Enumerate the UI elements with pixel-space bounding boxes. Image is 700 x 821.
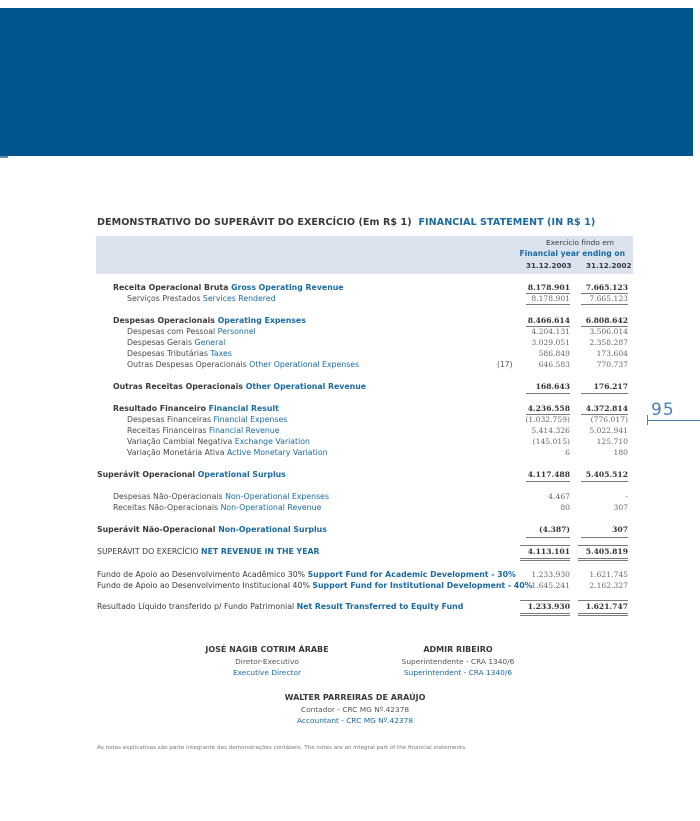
row-label-en: Operational Surplus [197,470,286,479]
rule [581,537,628,538]
row-financial-expenses [0,415,700,426]
row-label-pt: Despesas Tributárias [127,349,208,358]
row-label-en: Services Rendered [202,294,276,303]
value-2002: 770.737 [596,360,628,369]
value-2002: 5.405.512 [585,470,628,479]
rule [581,393,628,394]
row-label-en: NET REVENUE IN THE YEAR [201,547,320,556]
value-2003: 8.178.901 [531,294,570,303]
row-operational-surplus [0,470,700,481]
value-2003: 8.178.901 [527,283,570,292]
value-2003: 4.204.131 [531,327,570,336]
row-label-pt: Outras Receitas Operacionais [113,382,243,391]
row-other-operational-expenses [0,360,700,371]
row-label-pt: Variação Cambial Negativa [127,437,233,446]
signature-accountant [280,693,430,725]
row-exchange-variation [0,437,700,448]
row-financial-revenue [0,426,700,437]
signatory-title-en: Superintendent - CRA 1340/6 [403,668,513,677]
rule [581,481,628,482]
row-label-pt: Despesas Operacionais [113,316,215,325]
value-2003: 6 [565,448,570,457]
value-2002: 2.358.287 [589,338,628,347]
row-label-en: Gross Operating Revenue [231,283,344,292]
rule [581,304,628,305]
value-2003: (1.032.759) [525,415,570,424]
title-en: FINANCIAL STATEMENT (IN R$ 1) [418,217,596,228]
row-label-pt: Variação Monetária Ativa [127,448,225,457]
row-label-pt: Receitas Não-Operacionais [113,503,219,512]
row-label-en: Non-Operational Revenue [220,503,322,512]
row-label-pt: Despesas Gerais [127,338,193,347]
value-2002: 180 [613,448,628,457]
row-label-en: Other Operational Expenses [249,360,360,369]
signatory-title-pt: Diretor-Executivo [235,657,299,666]
row-label-en: Financial Revenue [209,426,280,435]
row-personnel [0,327,700,338]
value-2002: 307 [613,503,628,512]
row-label-pt: Superávit Operacional [97,470,196,479]
row-label-pt: Receita Operacional Bruta [113,283,229,292]
value-2003: 586.849 [538,349,570,358]
row-label-en: Taxes [210,349,232,358]
value-2002: 173.604 [596,349,628,358]
double-rule [578,613,628,616]
value-2002: 125.710 [596,437,628,446]
signature-superintendent [388,645,528,677]
value-2003: 1.233.930 [531,570,570,579]
row-label-pt: Serviços Prestados [127,294,201,303]
row-academic-fund [0,570,700,581]
row-label-pt: Superávit Não-Operacional [97,525,216,534]
row-label-en: Other Operational Revenue [245,382,367,391]
row-label-pt: Receitas Financeiras [127,426,207,435]
row-other-operational-revenue [0,382,700,393]
value-2003: 4.117.488 [527,470,570,479]
row-label-pt: SUPERÁVIT DO EXERCÍCIO [97,547,199,556]
rule [520,545,570,546]
value-2002: (776.017) [590,415,628,424]
value-2002: 5.405.819 [585,547,628,556]
rule [578,600,628,601]
row-label-pt: Resultado Financeiro [113,404,206,413]
row-label-pt: Fundo de Apoio ao Desenvolvimento Institucional 40% [97,581,310,590]
signatory-title-en: Executive Director [232,668,302,677]
value-2002: 2.162.327 [589,581,628,590]
footnote-en: The notes are an integral part of the financial statements. [304,745,467,751]
value-2002: 1.621.745 [589,570,628,579]
row-label-en: Operating Expenses [217,316,306,325]
value-2002: 6.808.642 [585,316,628,325]
rule [526,304,570,305]
page-number: 95 [651,400,675,420]
value-2003: 1.233.930 [527,602,570,611]
signatory-name: ADMIR RIBEIRO [423,645,493,654]
value-2002: 7.665.123 [589,294,628,303]
row-label-en: Non-Operational Surplus [218,525,327,534]
row-general [0,338,700,349]
rule [578,545,628,546]
signatory-title-en: Accountant - CRC MG Nº.42378 [296,716,414,725]
value-2003: 646.583 [538,360,570,369]
value-2002: 176.217 [593,382,628,391]
value-2002: 307 [612,525,628,534]
footnote [97,745,467,751]
row-institutional-fund [0,581,700,592]
header-banner [0,8,693,156]
row-label-pt: Resultado Líquido transferido p/ Fundo Patrimonial [97,602,295,611]
value-2003: 80 [560,503,570,512]
double-rule [578,558,628,561]
signatory-title-pt: Superintendente - CRA 1340/6 [401,657,515,666]
row-label-en: Financial Expenses [213,415,288,424]
signature-executive-director [192,645,342,677]
row-label-en: Financial Result [208,404,279,413]
header-period-pt: Exercício findo em [546,238,614,247]
page-number-rule [647,420,700,421]
value-2002: 7.665.123 [585,283,628,292]
value-2003: 4.113.101 [527,547,570,556]
signatory-title-pt: Contador - CRC MG Nº.42378 [300,705,410,714]
value-2002: 1.621.747 [585,602,628,611]
row-label-en: Active Monetary Variation [226,448,328,457]
double-rule [520,558,570,561]
row-label-pt: Fundo de Apoio ao Desenvolvimento Acadêmico 30% [97,570,306,579]
row-label-pt: Despesas Financeiras [127,415,212,424]
title-pt: DEMONSTRATIVO DO SUPERÁVIT DO EXERCÍCIO (Em R$ 1) [97,217,412,228]
row-label-pt: Despesas com Pessoal [127,327,216,336]
banner-edge-accent [0,156,8,158]
row-net-result-equity-fund [0,602,700,613]
column-header-2003: 31.12.2003 [526,261,572,270]
rule [520,600,570,601]
statement-title [97,217,595,228]
header-period-en: Financial year ending on [519,249,625,258]
signatory-name: JOSÉ NAGIB COTRIM ÁRABE [205,645,329,654]
value-2003: (4.387) [539,525,570,534]
value-2003: 8.466.614 [527,316,570,325]
value-2002: - [625,492,628,501]
row-non-operational-expenses [0,492,700,503]
row-non-operational-revenue [0,503,700,514]
row-non-operational-surplus [0,525,700,536]
value-2002: 3.506.014 [589,327,628,336]
row-label-en: Support Fund for Academic Development - 30% [307,570,516,579]
value-2003: 4.236.558 [527,404,570,413]
rule [526,393,570,394]
row-label-en: Support Fund for Institutional Development - 40% [312,581,533,590]
double-rule [520,613,570,616]
row-taxes [0,349,700,360]
signatory-name: WALTER PARREIRAS DE ARAÚJO [284,693,426,702]
row-net-revenue-year [0,547,700,558]
note-reference[interactable]: (17) [497,360,513,369]
column-header-2002: 31.12.2002 [586,261,632,270]
column-header-band [96,236,633,274]
row-label-pt: Despesas Não-Operacionais [113,492,223,501]
rule [526,481,570,482]
value-2003: 168.643 [535,382,570,391]
row-label-en: Exchange Variation [234,437,310,446]
value-2002: 5.022.941 [589,426,628,435]
value-2003: 5.414.326 [531,426,570,435]
value-2003: 3.029.051 [531,338,570,347]
row-label-en: Non-Operational Expenses [225,492,330,501]
value-2003: 4.467 [548,492,570,501]
rule [526,537,570,538]
row-label-en: Net Result Transferred to Equity Fund [296,602,464,611]
row-label-en: General [194,338,226,347]
value-2002: 4.372.814 [585,404,628,413]
value-2003: (145.015) [532,437,570,446]
row-label-pt: Outras Despesas Operacionais [127,360,247,369]
row-label-en: Personnel [217,327,256,336]
value-2003: 1.645.241 [531,581,570,590]
row-active-monetary-variation [0,448,700,459]
footnote-pt: As notas explicativas são parte integrante das demonstrações contábeis. [97,745,303,751]
